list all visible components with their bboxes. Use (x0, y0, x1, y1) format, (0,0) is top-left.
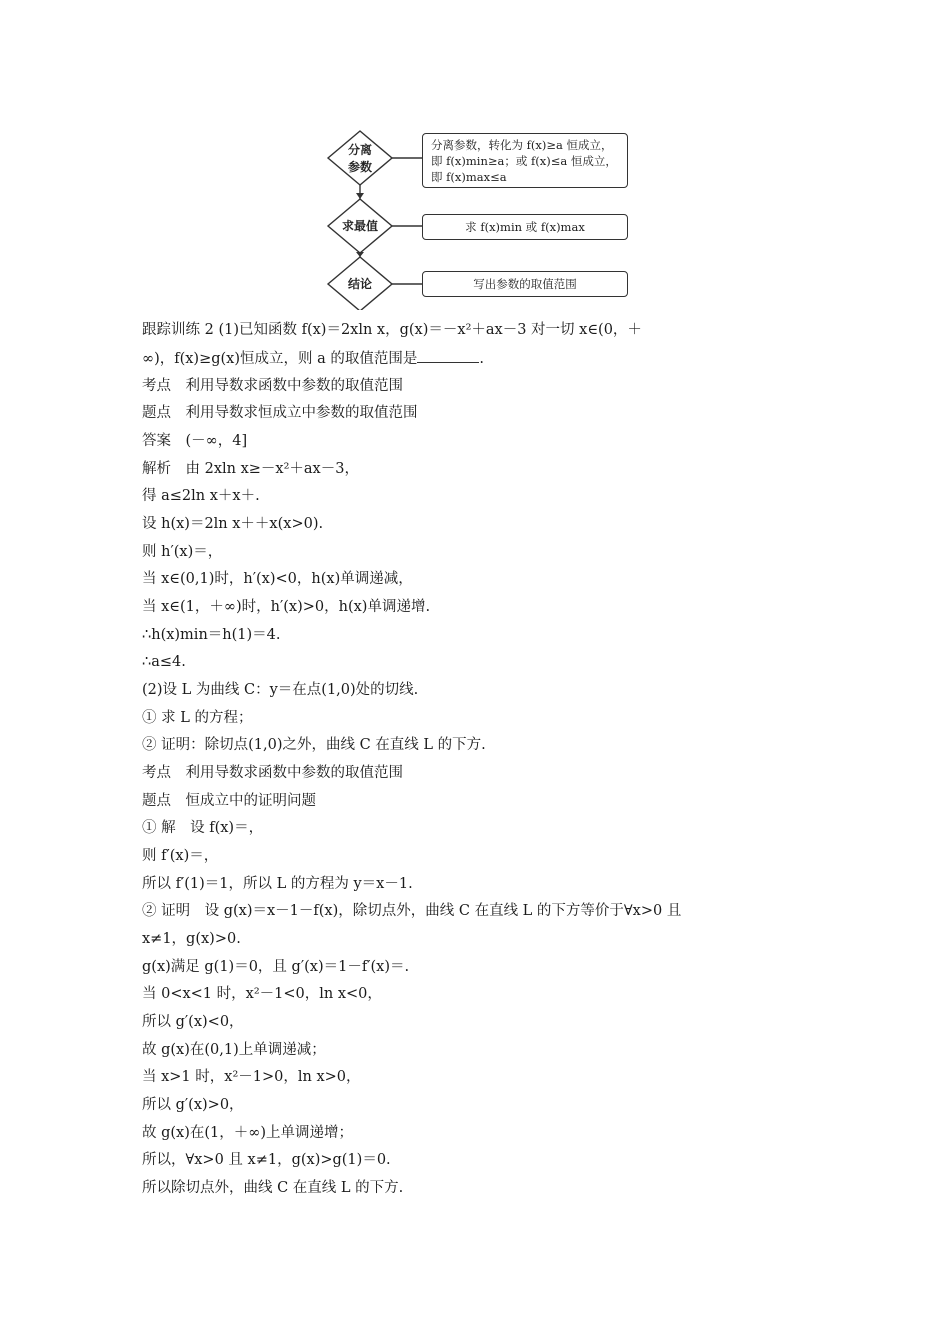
text-line: 所以 f′(1)＝1，所以 L 的方程为 y＝x－1. (142, 876, 413, 892)
text-line: ∴h(x)min＝h(1)＝4. (142, 627, 281, 643)
text-line: 当 0<x<1 时，x²－1<0，ln x<0， (142, 986, 382, 1002)
diamond-label-2: 求最值 (341, 219, 378, 233)
text-line: 故 g(x)在(1，＋∞)上单调递增； (142, 1125, 353, 1141)
answer-line: 答案 (－∞，4] (142, 433, 248, 449)
text-line: ② 证明 设 g(x)＝x－1－f(x)，除切点外，曲线 C 在直线 L 的下方等价于∀x>0 且 (142, 903, 682, 919)
arrow-head-2 (356, 252, 364, 257)
text-line: 所以，∀x>0 且 x≠1，g(x)>g(1)＝0. (142, 1152, 391, 1168)
diamond-label-1: 分离 参数 (347, 143, 372, 174)
arrow-head-1 (356, 193, 364, 199)
flow-box-find-extreme: 求 f(x)min 或 f(x)max (422, 214, 628, 240)
exercise-title-line: 跟踪训练 2 (1)已知函数 f(x)＝2xln x，g(x)＝－x²＋ax－3 对一切 x∈(0，＋ (142, 322, 642, 338)
text-line: 得 a≤2ln x＋x＋. (142, 488, 260, 504)
text-line: ∴a≤4. (142, 654, 186, 670)
topic-line: 考点 利用导数求函数中参数的取值范围 (142, 378, 403, 394)
subtopic-line: 题点 利用导数求恒成立中参数的取值范围 (142, 405, 418, 421)
text-line: 则 h′(x)＝， (142, 544, 223, 560)
text-line: ① 求 L 的方程； (142, 710, 253, 726)
topic-line: 考点 利用导数求函数中参数的取值范围 (142, 765, 403, 781)
text-line: 当 x∈(0,1)时，h′(x)<0，h(x)单调递减， (142, 571, 413, 587)
flow-box-separate-params: 分离参数，转化为 f(x)≥a 恒成立， 即 f(x)min≥a；或 f(x)≤a 恒成立， 即 f(x)max≤a (422, 133, 628, 188)
text-line: 当 x∈(1，＋∞)时，h′(x)>0，h(x)单调递增. (142, 599, 431, 615)
subtopic-line: 题点 恒成立中的证明问题 (142, 793, 316, 809)
text-line: 所以 g′(x)>0， (142, 1097, 244, 1113)
analysis-line: 解析 由 2xln x≥－x²＋ax－3， (142, 461, 359, 477)
exercise-question-line: ∞)，f(x)≥g(x)恒成立，则 a 的取值范围是 . (142, 348, 814, 369)
text-line: g(x)满足 g(1)＝0，且 g′(x)＝1－f′(x)＝. (142, 959, 410, 975)
flow-box-conclusion: 写出参数的取值范围 (422, 271, 628, 297)
text-line: 设 h(x)＝2ln x＋＋x(x>0). (142, 516, 324, 532)
text-line: 故 g(x)在(0,1)上单调递减； (142, 1042, 326, 1058)
method-flowchart (0, 0, 950, 310)
text-line: x≠1，g(x)>0. (142, 931, 241, 947)
text-line: 所以除切点外，曲线 C 在直线 L 的下方. (142, 1180, 404, 1196)
text-line: ② 证明：除切点(1,0)之外，曲线 C 在直线 L 的下方. (142, 737, 486, 753)
text-line: 所以 g′(x)<0， (142, 1014, 244, 1030)
text-line: 当 x>1 时，x²－1>0，ln x>0， (142, 1069, 361, 1085)
answer-blank (417, 348, 479, 363)
part2-question-line: (2)设 L 为曲线 C：y＝在点(1,0)处的切线. (142, 682, 419, 698)
text-line: ① 解 设 f(x)＝， (142, 820, 264, 836)
diamond-label-3: 结论 (347, 277, 372, 291)
text-line: 则 f′(x)＝， (142, 848, 219, 864)
